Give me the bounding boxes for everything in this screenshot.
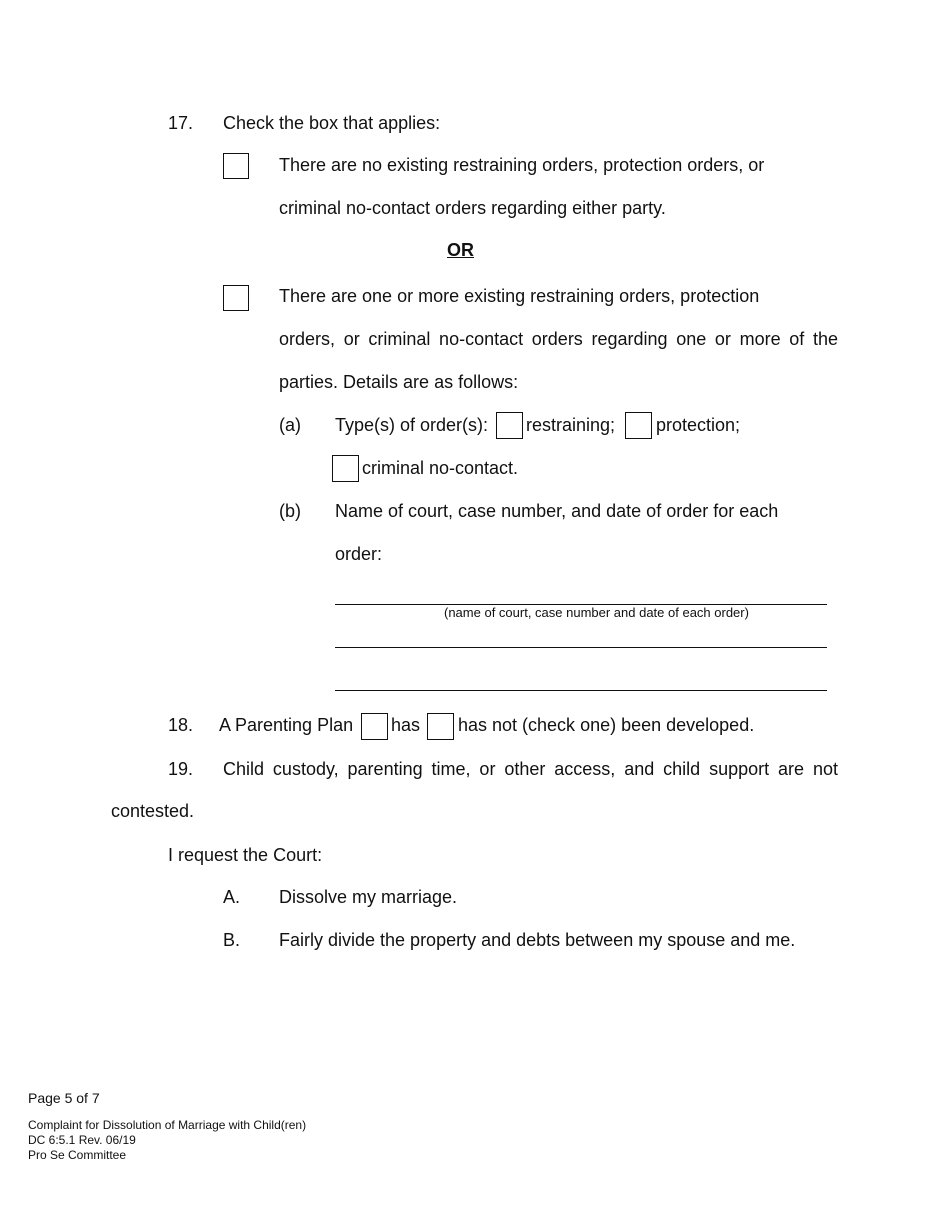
parenting-plan-has-label: has: [391, 715, 421, 735]
parenting-plan-prefix: A Parenting Plan: [219, 715, 354, 735]
sub-a-label: (a): [279, 415, 301, 435]
court-details-line1: Name of court, case number, and date of order for each: [335, 501, 779, 521]
restraining-checkbox[interactable]: [496, 412, 523, 439]
existing-orders-text-line1: There are one or more existing restraining orders, protection: [279, 286, 760, 306]
item-18-number: 18.: [168, 715, 194, 735]
parenting-plan-has-not-checkbox[interactable]: [427, 713, 454, 740]
order-types-prefix: Type(s) of order(s):: [335, 415, 489, 435]
item-19-text-line2: contested.: [111, 801, 195, 821]
court-details-input-line-2[interactable]: [335, 647, 827, 648]
protection-checkbox[interactable]: [625, 412, 652, 439]
item-17-heading: Check the box that applies:: [223, 113, 441, 133]
parenting-plan-has-not-label: has not (check one) been developed.: [458, 715, 755, 735]
request-item-label: B.: [223, 930, 241, 950]
item-19-number: 19.: [168, 759, 194, 779]
request-intro: I request the Court:: [168, 845, 323, 865]
existing-orders-text-line2: orders, or criminal no-contact orders regarding one or more of the: [279, 329, 838, 349]
or-separator: OR: [447, 240, 474, 260]
criminal-no-contact-checkbox[interactable]: [332, 455, 359, 482]
sub-b-label: (b): [279, 501, 301, 521]
footer-form-code: DC 6:5.1 Rev. 06/19: [28, 1133, 136, 1147]
protection-label: protection;: [656, 415, 741, 435]
no-orders-text-line2: criminal no-contact orders regarding either party.: [279, 198, 666, 218]
footer-form-title: Complaint for Dissolution of Marriage with Child(ren): [28, 1118, 307, 1132]
existing-orders-text-line3: parties. Details are as follows:: [279, 372, 519, 392]
parenting-plan-has-checkbox[interactable]: [361, 713, 388, 740]
request-item-text: Fairly divide the property and debts between my spouse and me.: [279, 930, 796, 950]
existing-orders-checkbox[interactable]: [223, 285, 249, 311]
item-19-text-line1: Child custody, parenting time, or other access, and child support are not: [223, 759, 838, 779]
court-details-line2: order:: [335, 544, 383, 564]
footer-committee: Pro Se Committee: [28, 1148, 127, 1162]
page-number: Page 5 of 7: [28, 1090, 100, 1106]
request-item-text: Dissolve my marriage.: [279, 887, 458, 907]
court-details-caption: (name of court, case number and date of each order): [444, 605, 749, 620]
no-orders-checkbox[interactable]: [223, 153, 249, 179]
request-item-label: A.: [223, 887, 241, 907]
no-orders-text-line1: There are no existing restraining orders, protection orders, or: [279, 155, 765, 175]
criminal-no-contact-label: criminal no-contact.: [362, 458, 519, 478]
restraining-label: restraining;: [526, 415, 616, 435]
court-details-input-line-3[interactable]: [335, 690, 827, 691]
item-17-number: 17.: [168, 113, 194, 133]
